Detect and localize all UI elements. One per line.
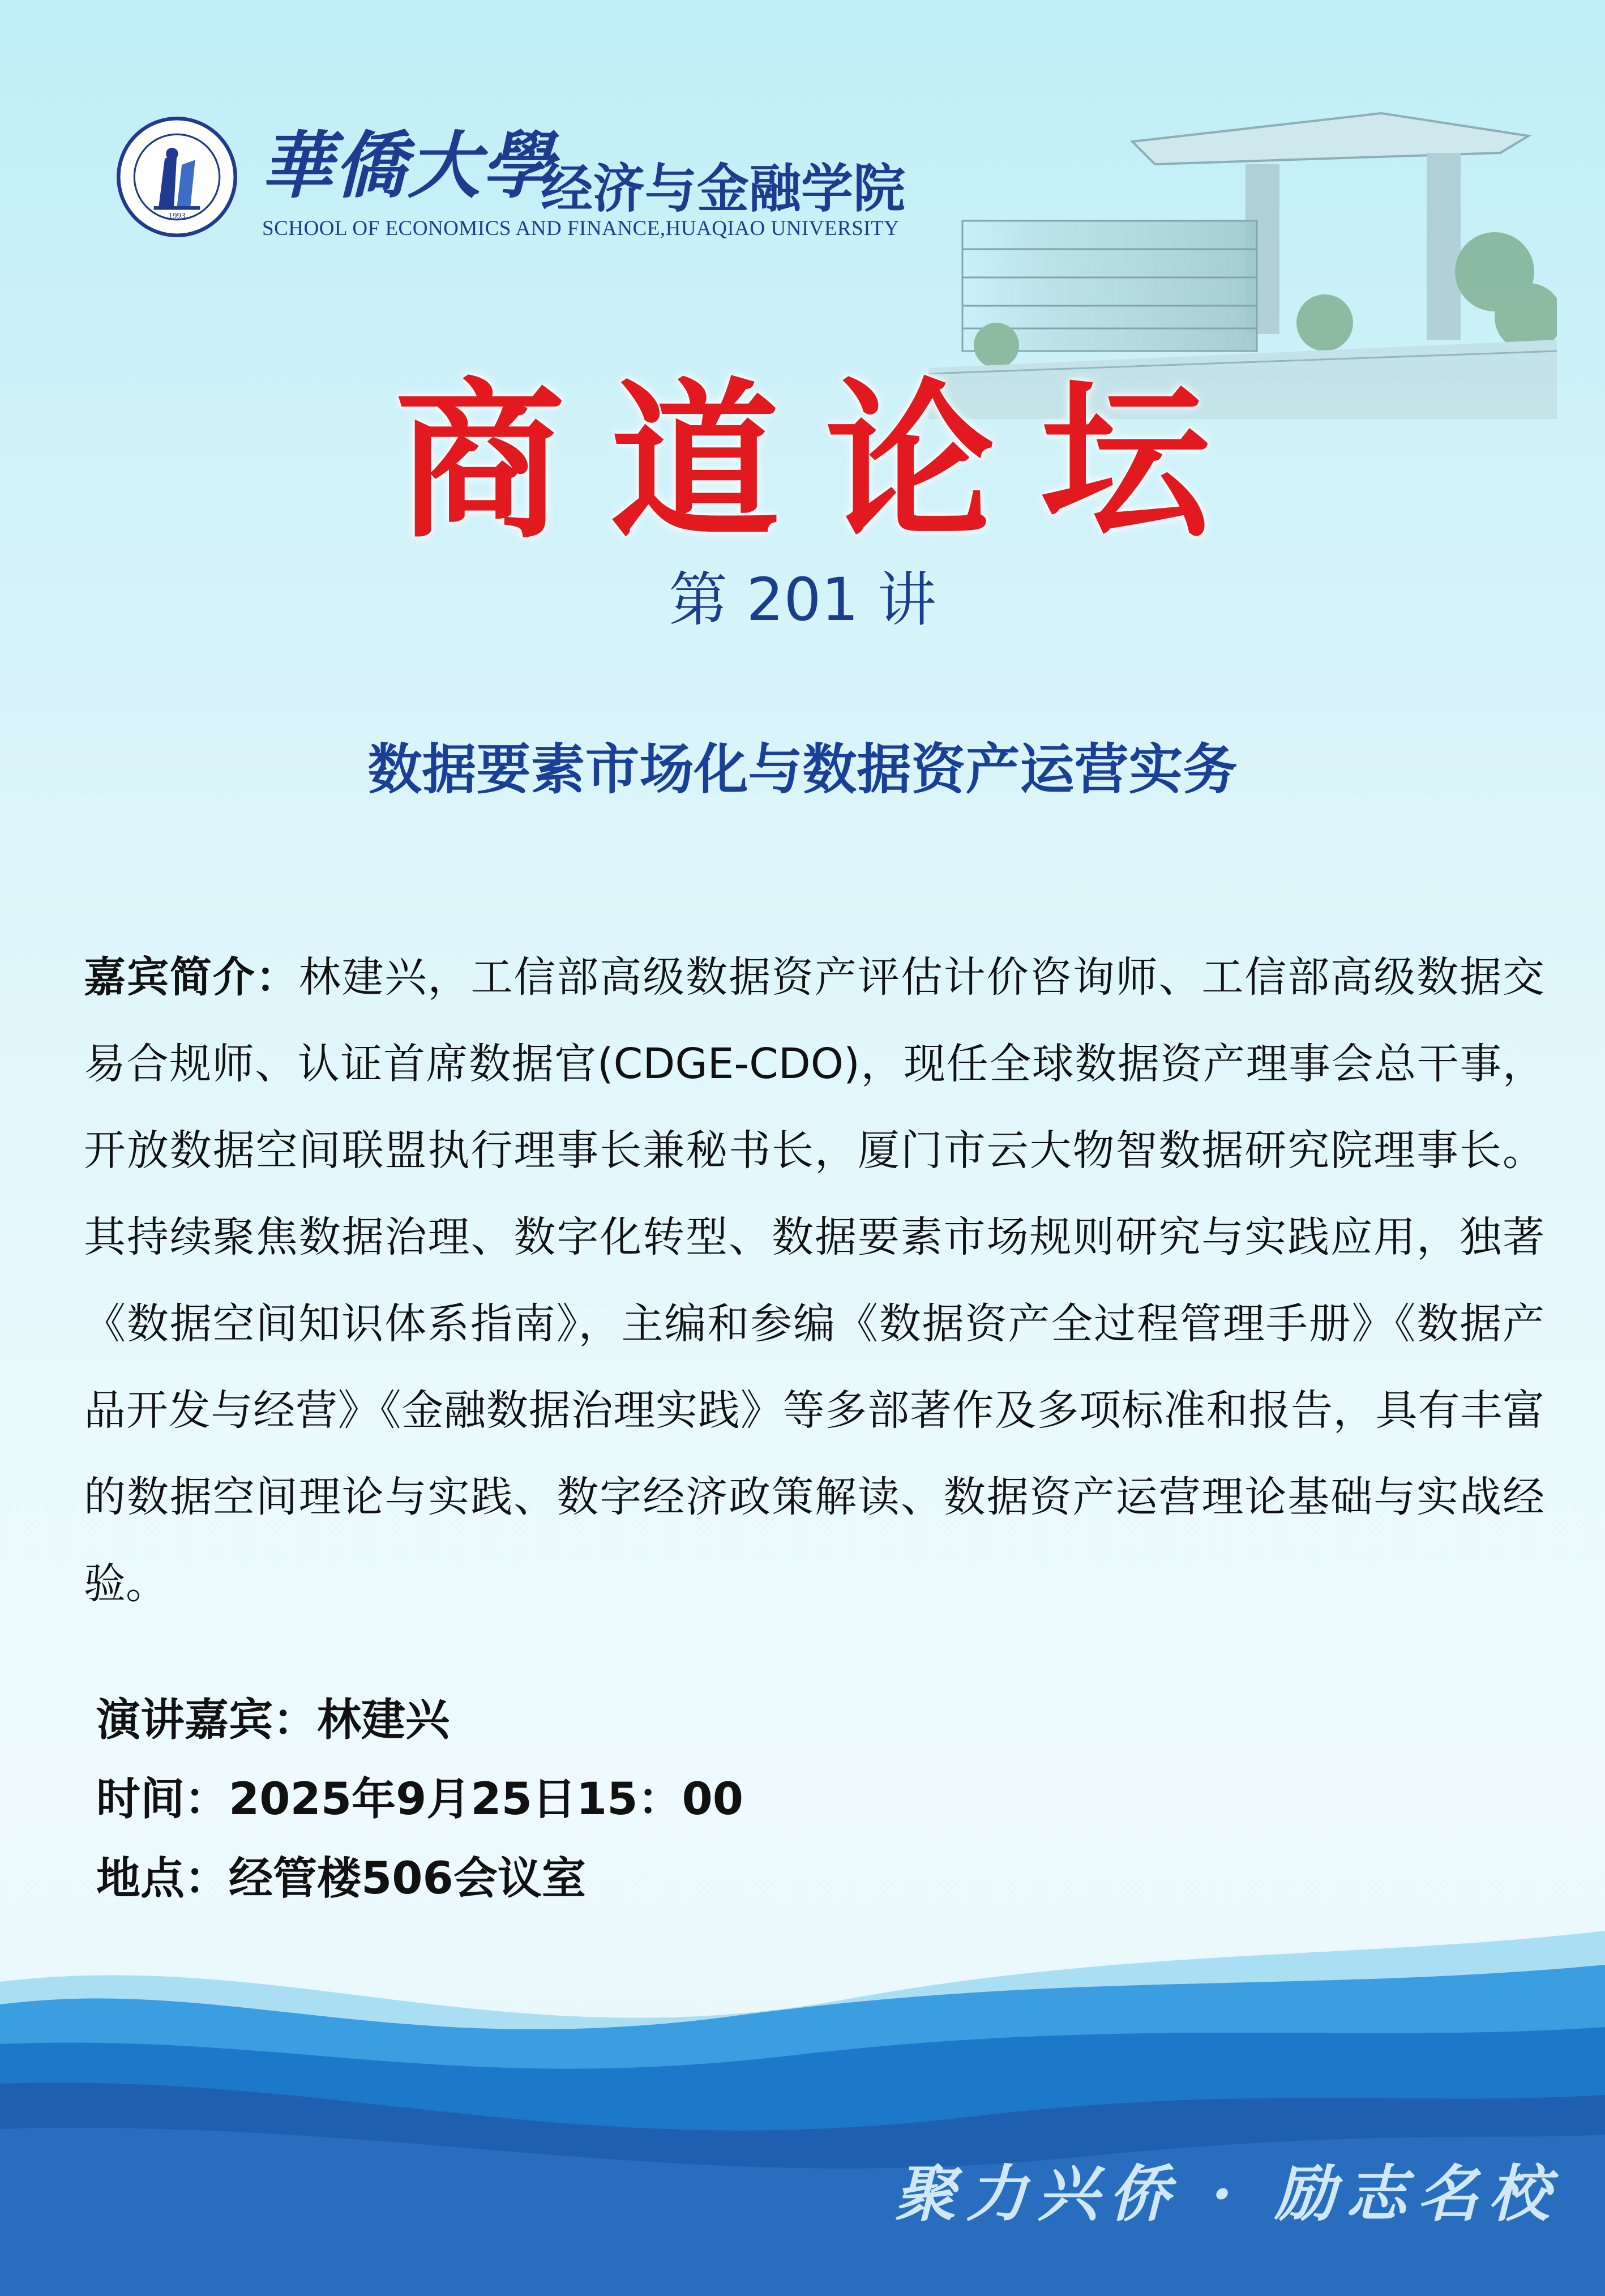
slogan: 聚力兴侨 · 励志名校: [894, 2158, 1560, 2230]
university-name: 華僑大學: [260, 123, 555, 208]
forum-title: 商道论坛: [395, 364, 1256, 561]
school-name-en: SCHOOL OF ECONOMICS AND FINANCE,HUAQIAO UNIVERSITY: [262, 217, 900, 240]
place-label: 地点：: [96, 1853, 229, 1904]
guest-intro-label: 嘉宾简介：: [84, 953, 299, 1002]
time-value: 2025年9月25日15：00: [229, 1774, 744, 1825]
guest-intro: [84, 934, 1544, 1627]
lecture-title: 数据要素市场化与数据资产运营实务: [367, 738, 1238, 801]
wave-decoration: [0, 1914, 1605, 2296]
school-name-cn: 经济与金融学院: [541, 158, 906, 219]
svg-text:1993: 1993: [168, 211, 186, 221]
place-line: [96, 1843, 586, 1906]
speaker-label: 演讲嘉宾：: [96, 1695, 318, 1746]
place-value: 经管楼506会议室: [229, 1853, 586, 1904]
time-line: [96, 1764, 743, 1827]
speaker-name: 林建兴: [317, 1695, 450, 1746]
speaker-line: [96, 1684, 450, 1748]
guest-intro-text: 林建兴，工信部高级数据资产评估计价咨询师、工信部高级数据交易合规师、认证首席数据官(CDGE-CDO)，现任全球数据资产理事会总干事，开放数据空间联盟执行理事长兼秘书长，厦门市云大物智数据研究院理事长。其持续聚焦数据治理、数字化转型、数据要素市场规则研究与实践应用，独著《数据空间知识体系指南》，主编和参编《数据资产全过程管理手册》《数据产品开发与经营》《金融数据治理实践》等多部著作及多项标准和报告，具有丰富的数据空间理论与实践、数字经济政策解读、数据资产运营理论基础与实战经验。: [84, 953, 1545, 1608]
time-label: 时间：: [96, 1774, 229, 1825]
university-seal-icon: [116, 116, 238, 238]
lecture-number: 第 201 讲: [669, 565, 936, 634]
